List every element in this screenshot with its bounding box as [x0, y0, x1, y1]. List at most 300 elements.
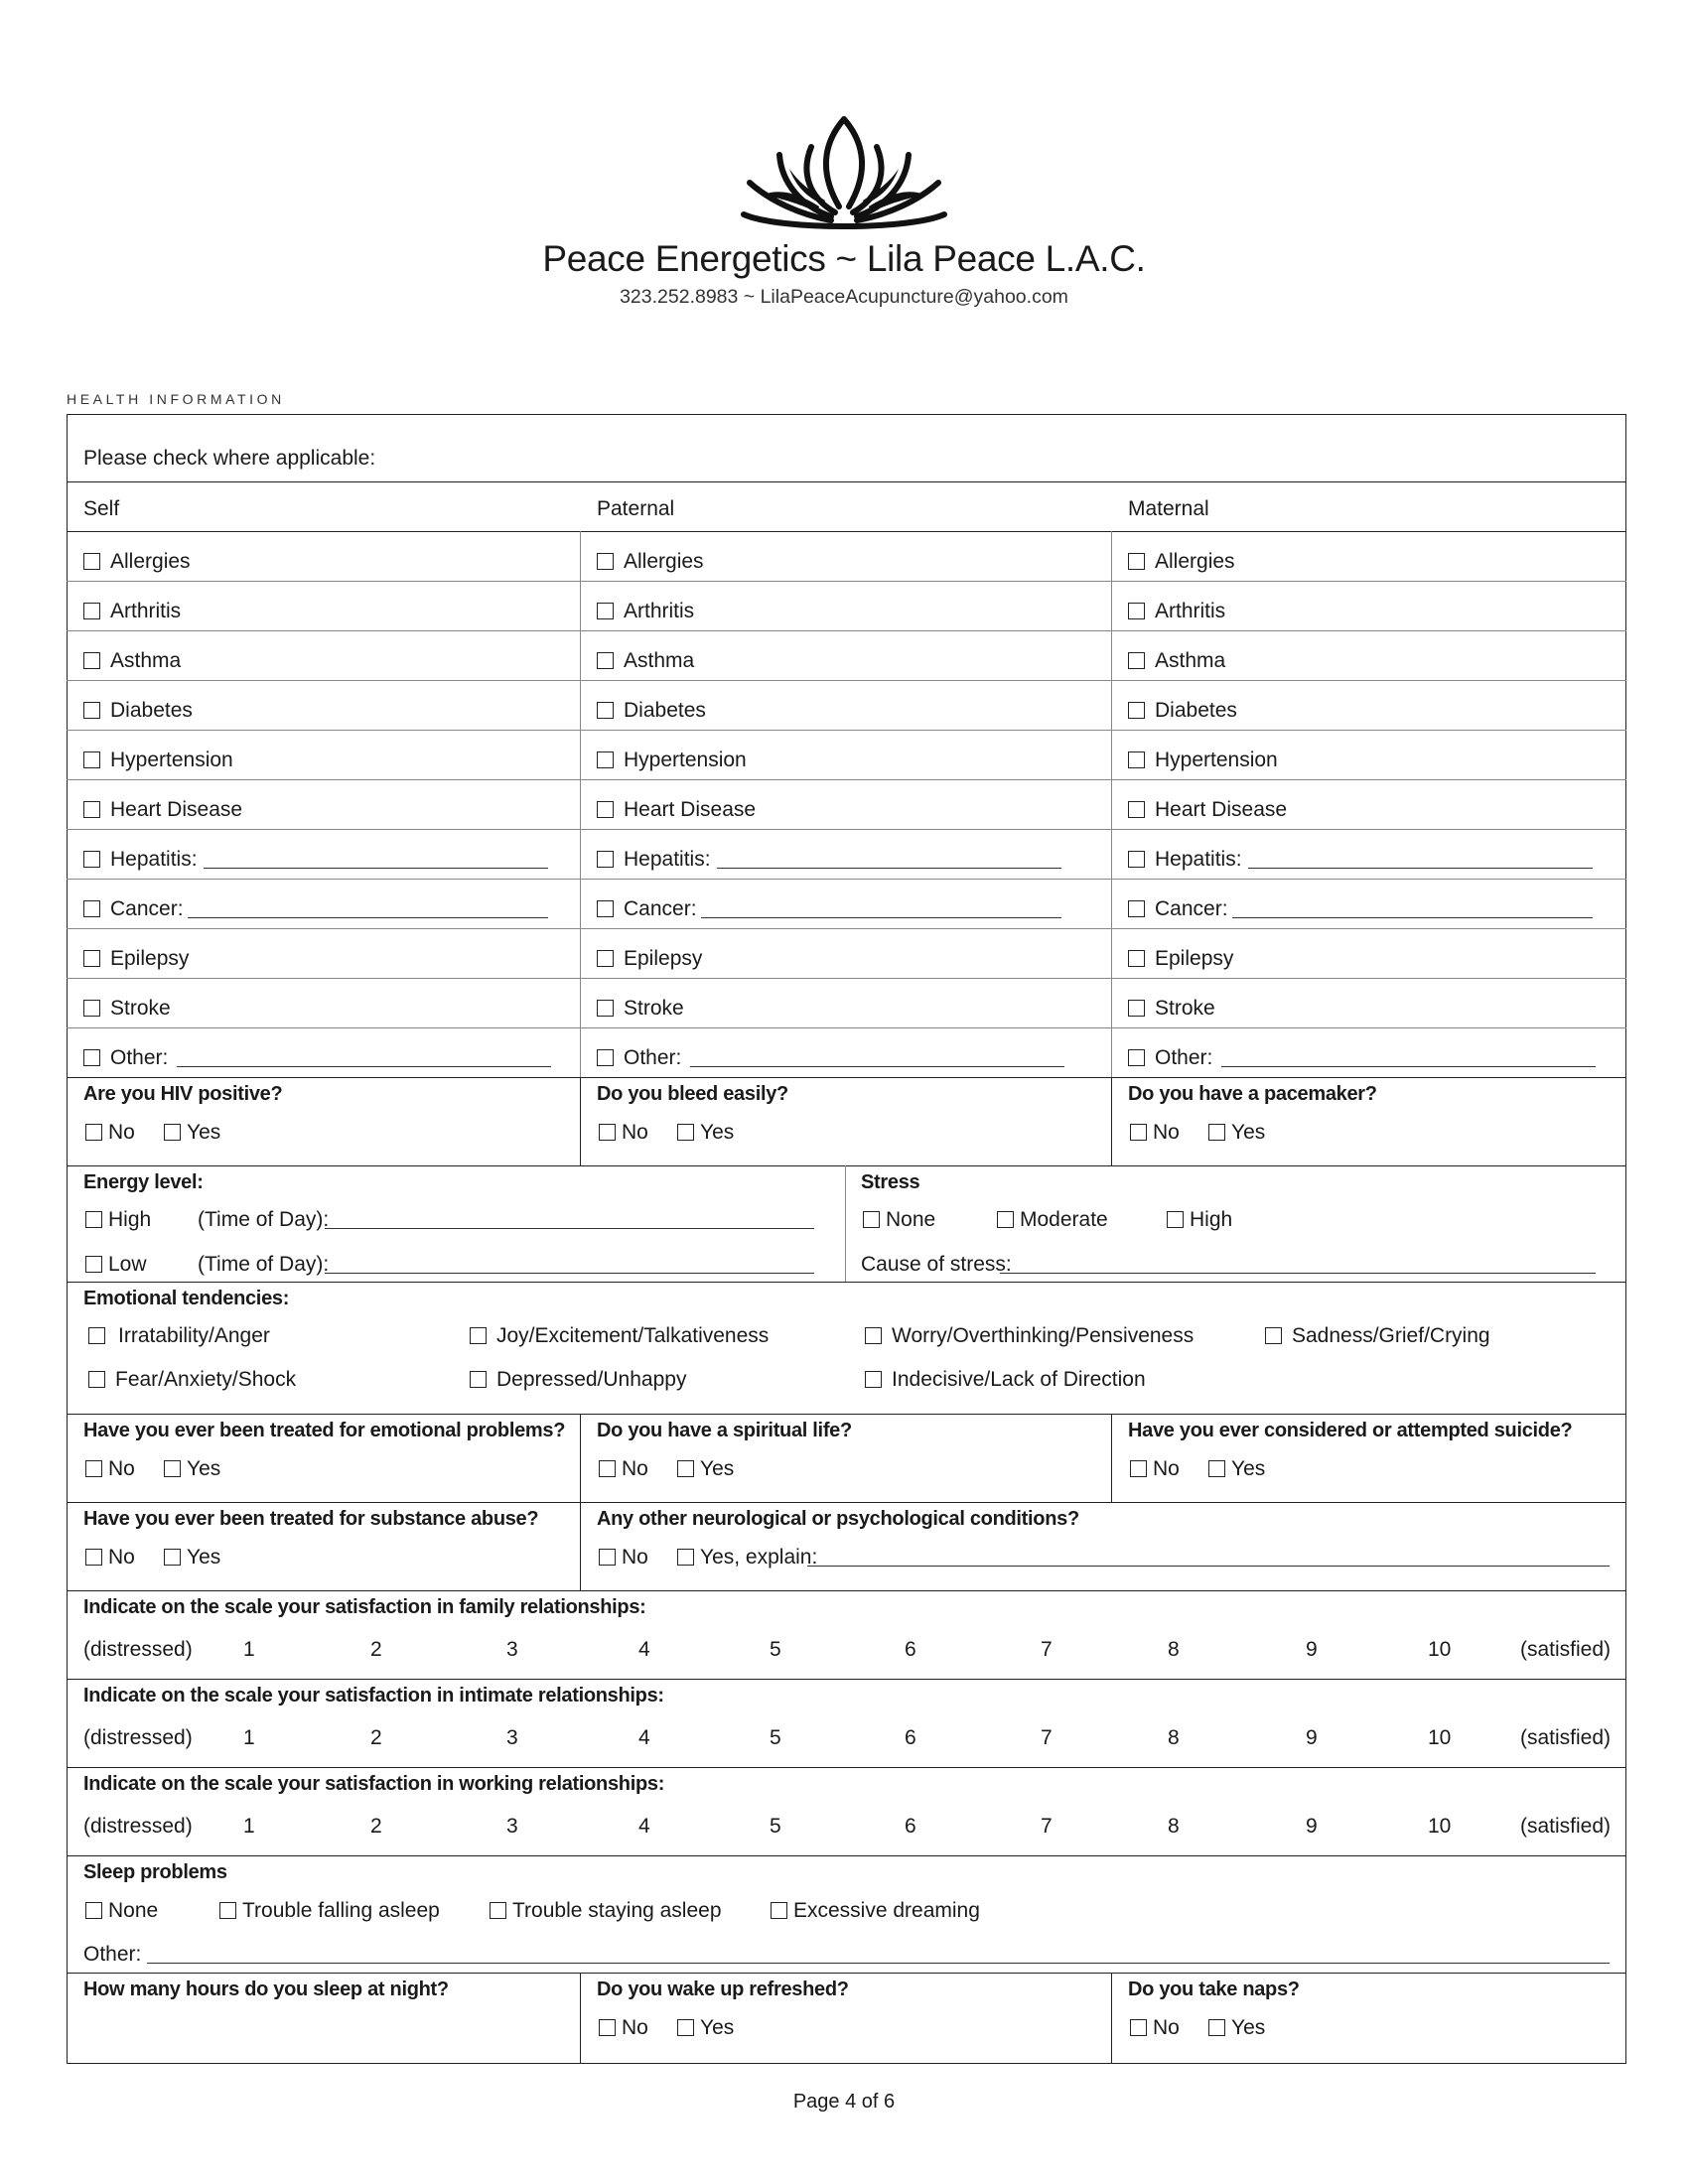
checkbox[interactable] — [83, 1049, 100, 1066]
hepatitis-fill-line[interactable] — [717, 868, 1061, 869]
stress-label: Stress — [861, 1171, 920, 1193]
emotion-depressed-checkbox[interactable] — [470, 1369, 686, 1390]
emotional-treatment-no-checkbox[interactable] — [85, 1458, 135, 1479]
checkbox[interactable] — [83, 652, 100, 669]
checkbox[interactable] — [677, 2019, 694, 2036]
checkbox[interactable] — [599, 1460, 616, 1477]
condition-label: Hypertension — [624, 749, 747, 771]
option-label: Moderate — [1020, 1208, 1108, 1231]
neuro-explain-line[interactable] — [807, 1566, 1610, 1567]
energy-low-checkbox[interactable] — [85, 1254, 147, 1275]
scale-number[interactable]: 2 — [370, 1726, 382, 1749]
scale-number[interactable]: 9 — [1306, 1726, 1318, 1749]
condition-checkbox[interactable] — [1128, 898, 1228, 919]
energy-high-checkbox[interactable] — [85, 1209, 151, 1230]
emotional-tendencies-label: Emotional tendencies: — [83, 1288, 290, 1309]
emotional-treatment-yes-checkbox[interactable] — [164, 1458, 220, 1479]
divider — [67, 1165, 1626, 1166]
condition-checkbox[interactable] — [597, 849, 711, 870]
neuro-no-checkbox[interactable] — [599, 1547, 648, 1568]
scale-number[interactable]: 2 — [370, 1815, 382, 1838]
checkbox[interactable] — [83, 751, 100, 768]
scale-number[interactable]: 4 — [638, 1726, 650, 1749]
checkbox[interactable] — [1208, 1460, 1225, 1477]
condition-checkbox[interactable] — [1128, 551, 1235, 572]
scale-number[interactable]: 6 — [905, 1638, 916, 1661]
condition-checkbox[interactable] — [83, 601, 181, 621]
scale-number[interactable]: 3 — [506, 1638, 518, 1661]
condition-checkbox[interactable] — [1128, 650, 1225, 671]
scale-right-label: (satisfied) — [1520, 1726, 1612, 1749]
option-label: No — [622, 1546, 648, 1569]
column-divider — [845, 1165, 846, 1282]
option-label: No — [108, 1121, 135, 1144]
checkbox[interactable] — [677, 1460, 694, 1477]
sleep-other-line[interactable] — [147, 1963, 1610, 1964]
page-number: Page 4 of 6 — [792, 2091, 896, 2113]
emotion-sadness-checkbox[interactable] — [1265, 1325, 1490, 1346]
condition-label: Other: — [110, 1046, 169, 1069]
condition-label: Asthma — [624, 649, 695, 672]
condition-checkbox[interactable] — [83, 799, 242, 820]
checkbox[interactable] — [597, 652, 614, 669]
cancer-fill-line[interactable] — [701, 917, 1061, 918]
scale-number[interactable]: 8 — [1168, 1726, 1180, 1749]
condition-label: Heart Disease — [1155, 798, 1288, 821]
condition-label: Epilepsy — [1155, 947, 1234, 970]
other-fill-line[interactable] — [1221, 1066, 1596, 1067]
option-label: Yes — [700, 2016, 735, 2039]
condition-label: Arthritis — [110, 600, 182, 622]
condition-label: Hypertension — [110, 749, 233, 771]
refreshed-no-checkbox[interactable] — [599, 2017, 648, 2038]
substance-no-checkbox[interactable] — [85, 1547, 135, 1568]
column-divider — [580, 1502, 581, 1590]
option-label: Irratability/Anger — [118, 1324, 270, 1347]
checkbox[interactable] — [597, 1049, 614, 1066]
condition-label: Cancer: — [110, 897, 184, 920]
checkbox[interactable] — [1128, 851, 1145, 868]
checkbox[interactable] — [1128, 1000, 1145, 1017]
column-divider — [580, 531, 581, 1077]
condition-label: Diabetes — [1155, 699, 1237, 722]
question-bleed: Do you bleed easily? — [597, 1083, 788, 1105]
column-header-maternal: Maternal — [1128, 497, 1209, 520]
scale-number[interactable]: 5 — [770, 1638, 781, 1661]
column-divider — [1111, 531, 1112, 1077]
question-hiv: Are you HIV positive? — [83, 1083, 283, 1105]
condition-checkbox[interactable] — [1128, 1047, 1212, 1068]
option-label: Yes — [700, 1121, 735, 1144]
spiritual-no-checkbox[interactable] — [599, 1458, 648, 1479]
divider — [67, 879, 1626, 880]
sleep-staying-asleep-checkbox[interactable] — [490, 1900, 722, 1921]
condition-checkbox[interactable] — [1128, 998, 1215, 1019]
condition-checkbox[interactable] — [83, 849, 198, 870]
condition-label: Hepatitis: — [1155, 848, 1242, 871]
condition-label: Other: — [624, 1046, 682, 1069]
condition-checkbox[interactable] — [1128, 849, 1242, 870]
option-label: Yes — [187, 1121, 221, 1144]
condition-label: Arthritis — [624, 600, 695, 622]
divider — [67, 481, 1626, 482]
checkbox[interactable] — [677, 1549, 694, 1566]
emotion-worry-checkbox[interactable] — [865, 1325, 1194, 1346]
checkbox[interactable] — [1128, 652, 1145, 669]
option-label: Yes — [187, 1546, 221, 1569]
checkbox[interactable] — [865, 1327, 882, 1344]
condition-checkbox[interactable] — [83, 998, 171, 1019]
time-of-day-label: (Time of Day): — [198, 1208, 330, 1231]
option-label: No — [622, 1121, 648, 1144]
scale-number[interactable]: 4 — [638, 1638, 650, 1661]
checkbox[interactable] — [83, 603, 100, 619]
option-label: Yes — [187, 1457, 221, 1480]
checkbox[interactable] — [1130, 1124, 1147, 1141]
stress-high-checkbox[interactable] — [1167, 1209, 1232, 1230]
hiv-yes-checkbox[interactable] — [164, 1122, 220, 1143]
condition-checkbox[interactable] — [1128, 948, 1233, 969]
condition-label: Allergies — [624, 550, 704, 573]
emotion-indecisive-checkbox[interactable] — [865, 1369, 1146, 1390]
sleep-excessive-dreaming-checkbox[interactable] — [771, 1900, 980, 1921]
option-label: Yes — [700, 1457, 735, 1480]
condition-label: Hepatitis: — [110, 848, 198, 871]
divider — [67, 531, 1626, 532]
option-label: No — [622, 1457, 648, 1480]
option-label: Trouble falling asleep — [242, 1899, 440, 1922]
column-header-paternal: Paternal — [597, 497, 675, 520]
divider — [67, 1414, 1626, 1415]
divider — [67, 1767, 1626, 1768]
divider — [67, 581, 1626, 582]
condition-checkbox[interactable] — [1128, 750, 1278, 770]
checkbox[interactable] — [597, 851, 614, 868]
bleed-yes-checkbox[interactable] — [677, 1122, 734, 1143]
condition-checkbox[interactable] — [1128, 601, 1225, 621]
condition-checkbox[interactable] — [83, 948, 189, 969]
checkbox[interactable] — [164, 1460, 181, 1477]
option-label: Excessive dreaming — [793, 1899, 980, 1922]
checkbox[interactable] — [1128, 603, 1145, 619]
checkbox[interactable] — [470, 1327, 487, 1344]
condition-label: Diabetes — [110, 699, 193, 722]
divider — [67, 829, 1626, 830]
condition-checkbox[interactable] — [597, 998, 684, 1019]
sleep-problems-label: Sleep problems — [83, 1861, 227, 1883]
option-label: Sadness/Grief/Crying — [1292, 1324, 1490, 1347]
checkbox[interactable] — [771, 1902, 787, 1919]
scale-number[interactable]: 7 — [1041, 1638, 1053, 1661]
checkbox[interactable] — [997, 1211, 1014, 1228]
section-label: HEALTH INFORMATION — [67, 391, 285, 407]
option-label: No — [1153, 1457, 1180, 1480]
condition-checkbox[interactable] — [83, 700, 193, 721]
scale-right-label: (satisfied) — [1520, 1638, 1612, 1661]
condition-label: Allergies — [110, 550, 191, 573]
cause-of-stress-label: Cause of stress: — [861, 1253, 1012, 1276]
option-label: No — [108, 1546, 135, 1569]
condition-label: Epilepsy — [624, 947, 703, 970]
condition-checkbox[interactable] — [597, 650, 694, 671]
divider — [67, 1077, 1626, 1078]
question-spiritual-life: Do you have a spiritual life? — [597, 1420, 852, 1441]
clinic-contact: 323.252.8983 ~ LilaPeaceAcupuncture@yahoo.com — [620, 286, 1068, 308]
substance-yes-checkbox[interactable] — [164, 1547, 220, 1568]
condition-checkbox[interactable] — [597, 799, 756, 820]
scale-number[interactable]: 1 — [243, 1726, 255, 1749]
column-divider — [1111, 1077, 1112, 1165]
checkbox[interactable] — [1128, 900, 1145, 917]
refreshed-yes-checkbox[interactable] — [677, 2017, 734, 2038]
emotion-anger-checkbox[interactable] — [88, 1325, 270, 1346]
other-fill-line[interactable] — [177, 1066, 551, 1067]
suicide-no-checkbox[interactable] — [1130, 1458, 1180, 1479]
question-naps: Do you take naps? — [1128, 1979, 1300, 2000]
checkbox[interactable] — [83, 553, 100, 570]
naps-yes-checkbox[interactable] — [1208, 2017, 1265, 2038]
checkbox[interactable] — [88, 1327, 105, 1344]
energy-level-label: Energy level: — [83, 1171, 204, 1193]
stress-none-checkbox[interactable] — [863, 1209, 935, 1230]
scale-number[interactable]: 8 — [1168, 1638, 1180, 1661]
checkbox[interactable] — [597, 900, 614, 917]
checkbox[interactable] — [1130, 1460, 1147, 1477]
checkbox[interactable] — [85, 1124, 102, 1141]
checkbox[interactable] — [599, 1549, 616, 1566]
checkbox[interactable] — [219, 1902, 236, 1919]
scale-number[interactable]: 8 — [1168, 1815, 1180, 1838]
sleep-falling-asleep-checkbox[interactable] — [219, 1900, 440, 1921]
checkbox[interactable] — [865, 1371, 882, 1388]
scale-family-title: Indicate on the scale your satisfaction in family relationships: — [83, 1596, 646, 1618]
question-pacemaker: Do you have a pacemaker? — [1128, 1083, 1377, 1105]
clinic-name: Peace Energetics ~ Lila Peace L.A.C. — [542, 238, 1146, 279]
checkbox[interactable] — [1167, 1211, 1184, 1228]
sleep-none-checkbox[interactable] — [85, 1900, 158, 1921]
divider — [67, 928, 1626, 929]
emotion-fear-checkbox[interactable] — [88, 1369, 296, 1390]
checkbox[interactable] — [164, 1549, 181, 1566]
option-label: Fear/Anxiety/Shock — [115, 1368, 297, 1391]
divider — [67, 779, 1626, 780]
scale-number[interactable]: 9 — [1306, 1638, 1318, 1661]
checkbox[interactable] — [1128, 1049, 1145, 1066]
option-label: No — [1153, 1121, 1180, 1144]
checkbox[interactable] — [1128, 751, 1145, 768]
condition-label: Hepatitis: — [624, 848, 711, 871]
instruction-text: Please check where applicable: — [83, 447, 376, 470]
bleed-no-checkbox[interactable] — [599, 1122, 648, 1143]
option-label: Indecisive/Lack of Direction — [892, 1368, 1146, 1391]
scale-number[interactable]: 10 — [1428, 1726, 1452, 1749]
scale-number[interactable]: 6 — [905, 1815, 916, 1838]
checkbox[interactable] — [88, 1371, 105, 1388]
option-label: Low — [108, 1253, 147, 1276]
option-label: Worry/Overthinking/Pensiveness — [892, 1324, 1195, 1347]
emotion-joy-checkbox[interactable] — [470, 1325, 769, 1346]
checkbox[interactable] — [83, 1000, 100, 1017]
condition-label: Diabetes — [624, 699, 706, 722]
stress-moderate-checkbox[interactable] — [997, 1209, 1108, 1230]
question-substance-abuse: Have you ever been treated for substance abuse? — [83, 1508, 539, 1530]
checkbox[interactable] — [85, 1256, 102, 1273]
checkbox[interactable] — [1128, 702, 1145, 719]
column-header-self: Self — [83, 497, 120, 520]
hiv-no-checkbox[interactable] — [85, 1122, 135, 1143]
divider — [67, 978, 1626, 979]
checkbox[interactable] — [599, 1124, 616, 1141]
naps-no-checkbox[interactable] — [1130, 2017, 1180, 2038]
condition-checkbox[interactable] — [597, 898, 697, 919]
option-label: Trouble staying asleep — [512, 1899, 722, 1922]
suicide-yes-checkbox[interactable] — [1208, 1458, 1265, 1479]
scale-intimate-title: Indicate on the scale your satisfaction in intimate relationships: — [83, 1685, 664, 1706]
scale-number[interactable]: 10 — [1428, 1638, 1452, 1661]
option-label: Yes — [1231, 1457, 1266, 1480]
checkbox[interactable] — [1128, 801, 1145, 818]
condition-checkbox[interactable] — [1128, 799, 1287, 820]
energy-low-time-line[interactable] — [325, 1273, 814, 1274]
divider — [67, 1855, 1626, 1856]
option-label: High — [1190, 1208, 1233, 1231]
checkbox[interactable] — [1208, 2019, 1225, 2036]
condition-label: Other: — [1155, 1046, 1213, 1069]
checkbox[interactable] — [597, 553, 614, 570]
neuro-yes-checkbox[interactable] — [677, 1547, 817, 1568]
energy-high-time-line[interactable] — [325, 1228, 814, 1229]
condition-checkbox[interactable] — [83, 750, 233, 770]
checkbox[interactable] — [85, 1549, 102, 1566]
other-fill-line[interactable] — [690, 1066, 1064, 1067]
condition-checkbox[interactable] — [83, 551, 191, 572]
scale-left-label: (distressed) — [83, 1726, 193, 1749]
checkbox[interactable] — [1130, 2019, 1147, 2036]
condition-checkbox[interactable] — [597, 750, 747, 770]
cause-of-stress-line[interactable] — [1000, 1273, 1596, 1274]
condition-label: Hypertension — [1155, 749, 1278, 771]
checkbox[interactable] — [597, 603, 614, 619]
scale-number[interactable]: 7 — [1041, 1815, 1053, 1838]
scale-number[interactable]: 3 — [506, 1815, 518, 1838]
health-form-frame — [67, 414, 1626, 2064]
checkbox[interactable] — [85, 1460, 102, 1477]
option-label: No — [622, 2016, 648, 2039]
question-sleep-hours: How many hours do you sleep at night? — [83, 1979, 449, 2000]
checkbox[interactable] — [83, 950, 100, 967]
checkbox[interactable] — [83, 702, 100, 719]
checkbox[interactable] — [597, 702, 614, 719]
checkbox[interactable] — [863, 1211, 880, 1228]
scale-left-label: (distressed) — [83, 1638, 193, 1661]
condition-checkbox[interactable] — [597, 700, 706, 721]
divider — [67, 1502, 1626, 1503]
condition-label: Heart Disease — [110, 798, 243, 821]
checkbox[interactable] — [470, 1371, 487, 1388]
condition-checkbox[interactable] — [83, 898, 184, 919]
condition-checkbox[interactable] — [1128, 700, 1237, 721]
checkbox[interactable] — [1128, 950, 1145, 967]
checkbox[interactable] — [1128, 553, 1145, 570]
pacemaker-yes-checkbox[interactable] — [1208, 1122, 1265, 1143]
pacemaker-no-checkbox[interactable] — [1130, 1122, 1180, 1143]
checkbox[interactable] — [164, 1124, 181, 1141]
hepatitis-fill-line[interactable] — [204, 868, 548, 869]
cancer-fill-line[interactable] — [1232, 917, 1593, 918]
scale-number[interactable]: 9 — [1306, 1815, 1318, 1838]
scale-number[interactable]: 3 — [506, 1726, 518, 1749]
option-label: None — [886, 1208, 936, 1231]
scale-number[interactable]: 10 — [1428, 1815, 1452, 1838]
checkbox[interactable] — [85, 1211, 102, 1228]
condition-checkbox[interactable] — [597, 601, 694, 621]
option-label: Yes — [1231, 2016, 1266, 2039]
condition-label: Stroke — [624, 997, 684, 1020]
checkbox[interactable] — [1265, 1327, 1282, 1344]
condition-checkbox[interactable] — [83, 650, 181, 671]
scale-number[interactable]: 1 — [243, 1815, 255, 1838]
checkbox[interactable] — [1208, 1124, 1225, 1141]
scale-number[interactable]: 4 — [638, 1815, 650, 1838]
checkbox[interactable] — [597, 751, 614, 768]
checkbox[interactable] — [677, 1124, 694, 1141]
question-emotional-treatment: Have you ever been treated for emotional problems? — [83, 1420, 566, 1441]
checkbox[interactable] — [597, 950, 614, 967]
spiritual-yes-checkbox[interactable] — [677, 1458, 734, 1479]
scale-number[interactable]: 1 — [243, 1638, 255, 1661]
condition-label: Stroke — [1155, 997, 1215, 1020]
condition-label: Asthma — [1155, 649, 1226, 672]
condition-label: Heart Disease — [624, 798, 757, 821]
divider — [67, 680, 1626, 681]
condition-checkbox[interactable] — [597, 948, 702, 969]
scale-number[interactable]: 2 — [370, 1638, 382, 1661]
checkbox[interactable] — [85, 1902, 102, 1919]
option-label: Yes, explain: — [700, 1546, 818, 1569]
checkbox[interactable] — [83, 801, 100, 818]
option-label: Yes — [1231, 1121, 1266, 1144]
condition-checkbox[interactable] — [83, 1047, 168, 1068]
option-label: No — [108, 1457, 135, 1480]
checkbox[interactable] — [597, 801, 614, 818]
scale-number[interactable]: 5 — [770, 1726, 781, 1749]
condition-label: Epilepsy — [110, 947, 190, 970]
column-divider — [580, 1973, 581, 2064]
column-divider — [1111, 1414, 1112, 1502]
hepatitis-fill-line[interactable] — [1248, 868, 1593, 869]
scale-right-label: (satisfied) — [1520, 1815, 1612, 1838]
scale-number[interactable]: 7 — [1041, 1726, 1053, 1749]
condition-checkbox[interactable] — [597, 1047, 681, 1068]
column-divider — [1111, 1973, 1112, 2064]
scale-number[interactable]: 6 — [905, 1726, 916, 1749]
question-suicide: Have you ever considered or attempted suicide? — [1128, 1420, 1573, 1441]
checkbox[interactable] — [83, 900, 100, 917]
divider — [67, 1590, 1626, 1591]
cancer-fill-line[interactable] — [188, 917, 548, 918]
checkbox[interactable] — [83, 851, 100, 868]
divider — [67, 730, 1626, 731]
condition-checkbox[interactable] — [597, 551, 704, 572]
checkbox[interactable] — [599, 2019, 616, 2036]
option-label: Joy/Excitement/Talkativeness — [496, 1324, 770, 1347]
condition-label: Cancer: — [624, 897, 697, 920]
checkbox[interactable] — [490, 1902, 506, 1919]
option-label: No — [1153, 2016, 1180, 2039]
column-divider — [580, 1077, 581, 1165]
checkbox[interactable] — [597, 1000, 614, 1017]
scale-number[interactable]: 5 — [770, 1815, 781, 1838]
